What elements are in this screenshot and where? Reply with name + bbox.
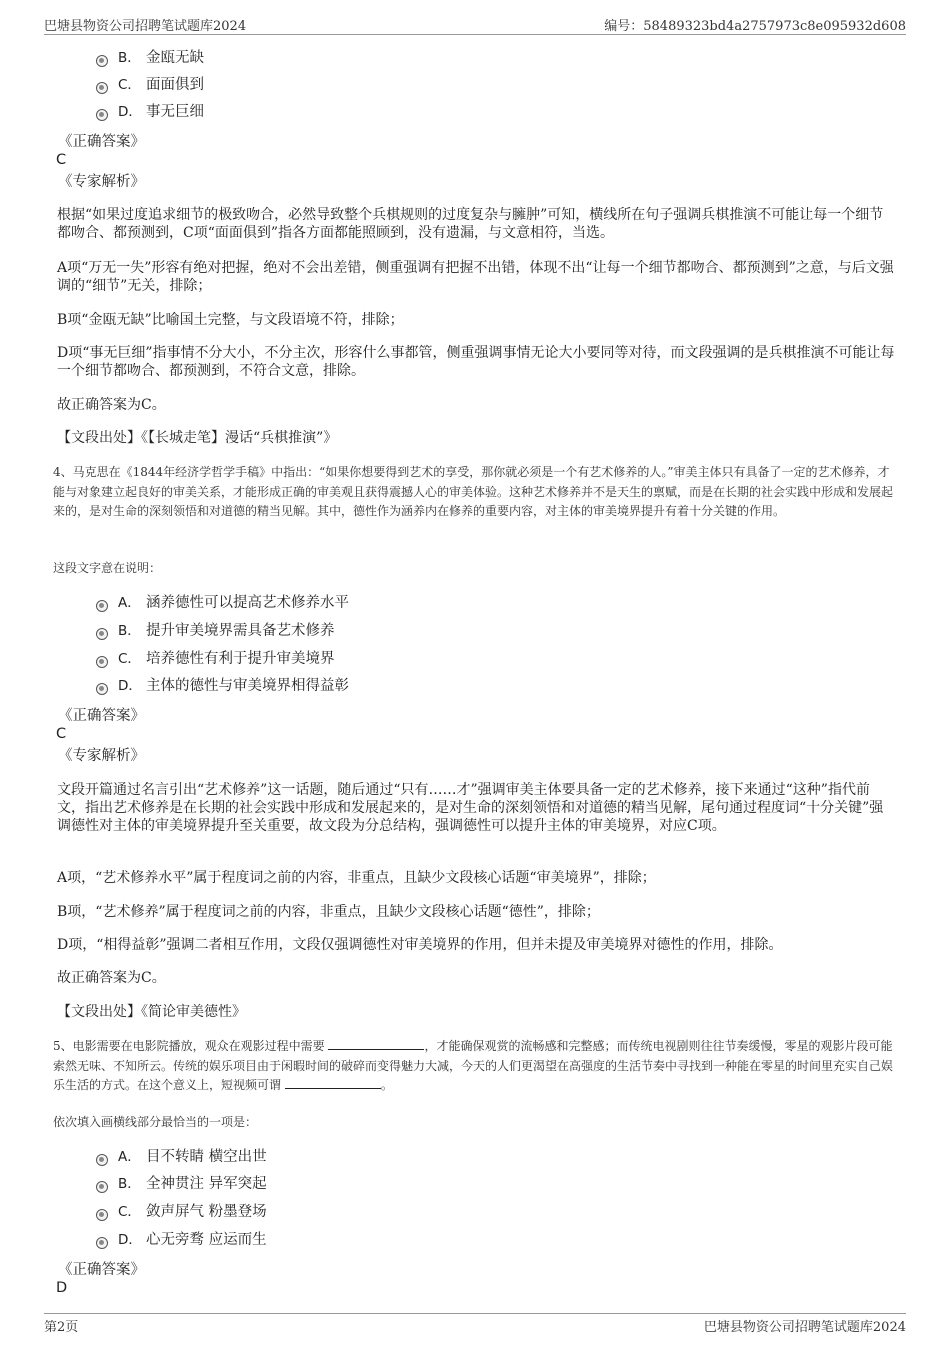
analysis-paragraph: 文段开篇通过名言引出“艺术修养”这一话题，随后通过“只有……才”强调审美主体要具备一定的艺术修养，接下来通过“这种”指代前文，指出艺术修养是在长期的社会实践中形成和发展起来的，是对生命的深刻领悟和对道德的精当见解，尾句通过程度词“十分关键”强调德性对主体的审美境界提升至关重要，故文段为分总结构，强调德性可以提升主体的审美境界，对应C项。 — [57, 782, 884, 834]
answer-label: 《正确答案》 — [58, 708, 145, 724]
q3-option-d[interactable]: D． 事无巨细 — [96, 101, 204, 123]
answer-label: 《正确答案》 — [58, 1262, 145, 1278]
footer-title: 巴塘县物资公司招聘笔试题库2024 — [703, 1320, 906, 1335]
q4-option-d[interactable]: D． 主体的德性与审美境界相得益彰 — [96, 675, 349, 697]
q4-option-a[interactable]: A． 涵养德性可以提高艺术修养水平 — [96, 592, 349, 614]
answer-label: 《正确答案》 — [58, 134, 145, 150]
q3-option-b[interactable]: B． 金瓯无缺 — [96, 47, 204, 69]
analysis-label: 《专家解析》 — [58, 174, 145, 190]
page-header — [44, 15, 906, 35]
header-serial: 编号：58489323bd4a2757973c8e095932d608 — [604, 19, 906, 34]
answer-value: D — [56, 1280, 68, 1296]
analysis-paragraph: 故正确答案为C。 — [57, 970, 166, 986]
page-footer — [44, 1313, 906, 1335]
question-stem: 依次填入画横线部分最恰当的一项是： — [53, 1115, 258, 1129]
radio-icon[interactable] — [96, 109, 108, 121]
q3-option-c[interactable]: C． 面面俱到 — [96, 74, 204, 96]
radio-icon[interactable] — [96, 628, 108, 640]
radio-icon[interactable] — [96, 1181, 108, 1193]
analysis-label: 《专家解析》 — [58, 748, 145, 764]
question-text: 4、马克思在《1844年经济学哲学手稿》中指出：“如果你想要得到艺术的享受，那你就必须是一个有艺术修养的人。”审美主体只有具备了一定的艺术修养，才能与对象建立起良好的审美关系，才能形成正确的审美观且获得震撼人心的审美体验。这种艺术修养并不是天生的禀赋，而是在长期的社会实践中形成和发展起来的，是对生命的深刻领悟和对道德的精当见解。其中，德性作为涵养内在修养的重要内容，对主体的审美境界提升有着十分关键的作用。 — [53, 465, 894, 518]
analysis-paragraph: B项“金瓯无缺”比喻国土完整，与文段语境不符，排除； — [57, 312, 404, 328]
radio-icon[interactable] — [96, 1154, 108, 1166]
q5-option-a[interactable]: A． 目不转睛 横空出世 — [96, 1146, 267, 1168]
source-citation: 【文段出处】《简论审美德性》 — [57, 1004, 246, 1020]
analysis-paragraph: A项“万无一失”形容有绝对把握，绝对不会出差错，侧重强调有把握不出错，体现不出“让每一个细节都吻合、都预测到”之意，与后文强调的“细节”无关，排除； — [57, 260, 894, 294]
analysis-paragraph: D项“事无巨细”指事情不分大小，不分主次，形容什么事都管，侧重强调事情无论大小要同等对待，而文段强调的是兵棋推演不可能让每一个细节都吻合、都预测到，不符合文意，排除。 — [57, 345, 895, 379]
fill-blank[interactable] — [328, 1038, 424, 1050]
question-text: 5、电影需要在电影院播放，观众在观影过程中需要 ，才能确保观赏的流畅感和完整感；而传统电视剧则往往节奏缓慢，零星的观影片段可能索然无味、不知所云。传统的娱乐项目由于闲暇时间的破碎而变得魅力大减，今天的人们更渴望在高强度的生活节奏中寻找到一种能在零星的时间里充实自己娱乐生活的方式。在这个意义上，短视频可谓 。 — [53, 1039, 894, 1092]
question-stem: 这段文字意在说明： — [53, 561, 162, 575]
page-number: 第2页 — [44, 1320, 79, 1335]
radio-icon[interactable] — [96, 1237, 108, 1249]
analysis-paragraph: D项，“相得益彰”强调二者相互作用，文段仅强调德性对审美境界的作用，但并未提及审美境界对德性的作用，排除。 — [57, 937, 783, 953]
q5-option-b[interactable]: B． 全神贯注 异军突起 — [96, 1173, 267, 1195]
q5-option-d[interactable]: D． 心无旁骛 应运而生 — [96, 1229, 267, 1251]
answer-value: C — [56, 152, 67, 168]
analysis-paragraph: A项，“艺术修养水平”属于程度词之前的内容，非重点，且缺少文段核心话题“审美境界”，排除； — [57, 870, 656, 886]
q4-option-b[interactable]: B． 提升审美境界需具备艺术修养 — [96, 620, 335, 642]
radio-icon[interactable] — [96, 656, 108, 668]
radio-icon[interactable] — [96, 600, 108, 612]
radio-icon[interactable] — [96, 1209, 108, 1221]
q4-option-c[interactable]: C． 培养德性有利于提升审美境界 — [96, 648, 335, 670]
analysis-paragraph: B项，“艺术修养”属于程度词之前的内容，非重点，且缺少文段核心话题“德性”，排除； — [57, 904, 600, 920]
radio-icon[interactable] — [96, 683, 108, 695]
analysis-paragraph: 故正确答案为C。 — [57, 397, 166, 413]
radio-icon[interactable] — [96, 82, 108, 94]
analysis-paragraph: 根据“如果过度追求细节的极致吻合，必然导致整个兵棋规则的过度复杂与臃肿”可知，横线所在句子强调兵棋推演不可能让每一个细节都吻合、都预测到，C项“面面俱到”指各方面都能照顾到，没有遗漏，与文意相符，当选。 — [57, 207, 884, 241]
q5-option-c[interactable]: C． 敛声屏气 粉墨登场 — [96, 1201, 267, 1223]
source-citation: 【文段出处】《【长城走笔】漫话“兵棋推演”》 — [57, 430, 338, 446]
answer-value: C — [56, 726, 67, 742]
fill-blank[interactable] — [285, 1077, 381, 1089]
radio-icon[interactable] — [96, 55, 108, 67]
header-title: 巴塘县物资公司招聘笔试题库2024 — [44, 19, 247, 34]
